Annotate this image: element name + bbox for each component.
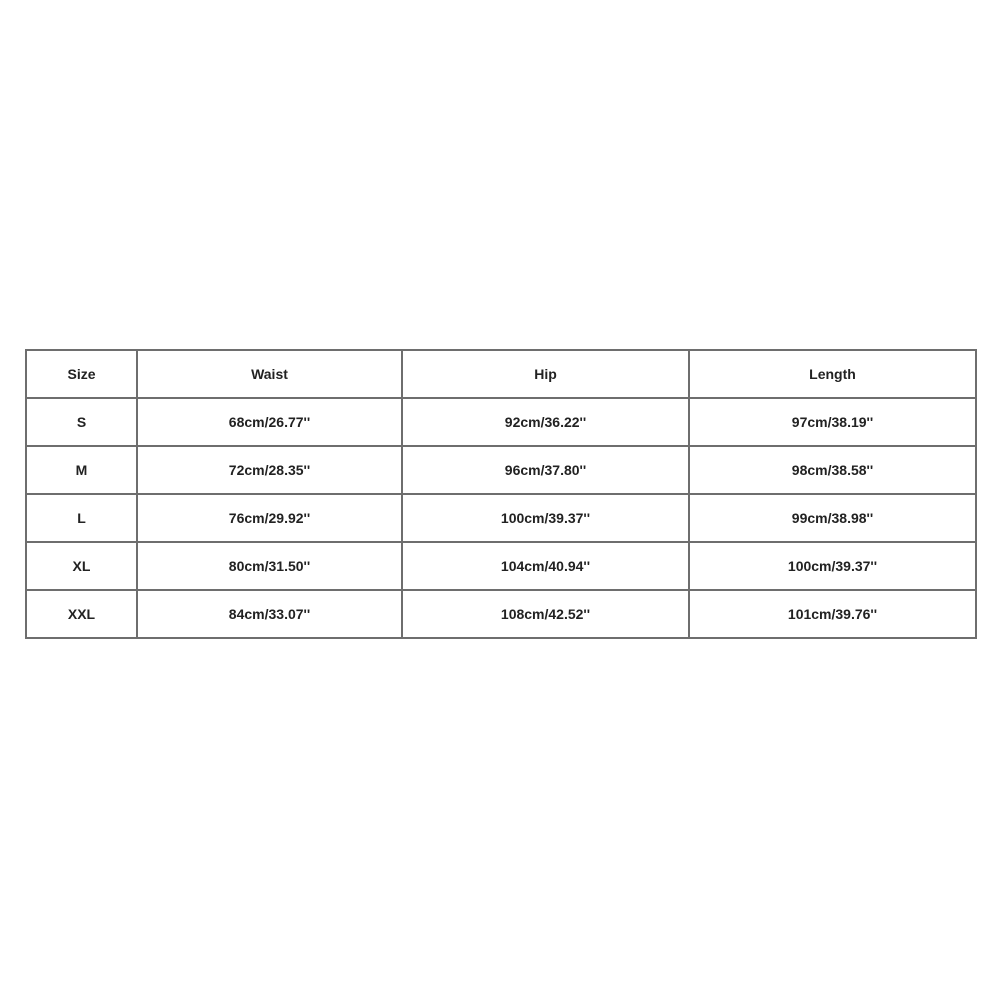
size-cell: XXL (26, 590, 137, 638)
table-row (26, 542, 976, 590)
table-row (26, 446, 976, 494)
hip-cell: 100cm/39.37'' (402, 494, 689, 542)
hip-cell: 92cm/36.22'' (402, 398, 689, 446)
length-cell: 100cm/39.37'' (689, 542, 976, 590)
header-waist: Waist (137, 350, 402, 398)
waist-cell: 80cm/31.50'' (137, 542, 402, 590)
waist-cell: 72cm/28.35'' (137, 446, 402, 494)
length-cell: 97cm/38.19'' (689, 398, 976, 446)
header-size: Size (26, 350, 137, 398)
waist-cell: 68cm/26.77'' (137, 398, 402, 446)
table-row (26, 398, 976, 446)
table-row (26, 494, 976, 542)
header-hip: Hip (402, 350, 689, 398)
hip-cell: 104cm/40.94'' (402, 542, 689, 590)
size-cell: L (26, 494, 137, 542)
header-length: Length (689, 350, 976, 398)
length-cell: 101cm/39.76'' (689, 590, 976, 638)
hip-cell: 108cm/42.52'' (402, 590, 689, 638)
size-chart-table (25, 349, 977, 639)
waist-cell: 84cm/33.07'' (137, 590, 402, 638)
length-cell: 98cm/38.58'' (689, 446, 976, 494)
size-cell: M (26, 446, 137, 494)
size-cell: XL (26, 542, 137, 590)
waist-cell: 76cm/29.92'' (137, 494, 402, 542)
size-cell: S (26, 398, 137, 446)
table-row (26, 590, 976, 638)
hip-cell: 96cm/37.80'' (402, 446, 689, 494)
header-row (26, 350, 976, 398)
length-cell: 99cm/38.98'' (689, 494, 976, 542)
